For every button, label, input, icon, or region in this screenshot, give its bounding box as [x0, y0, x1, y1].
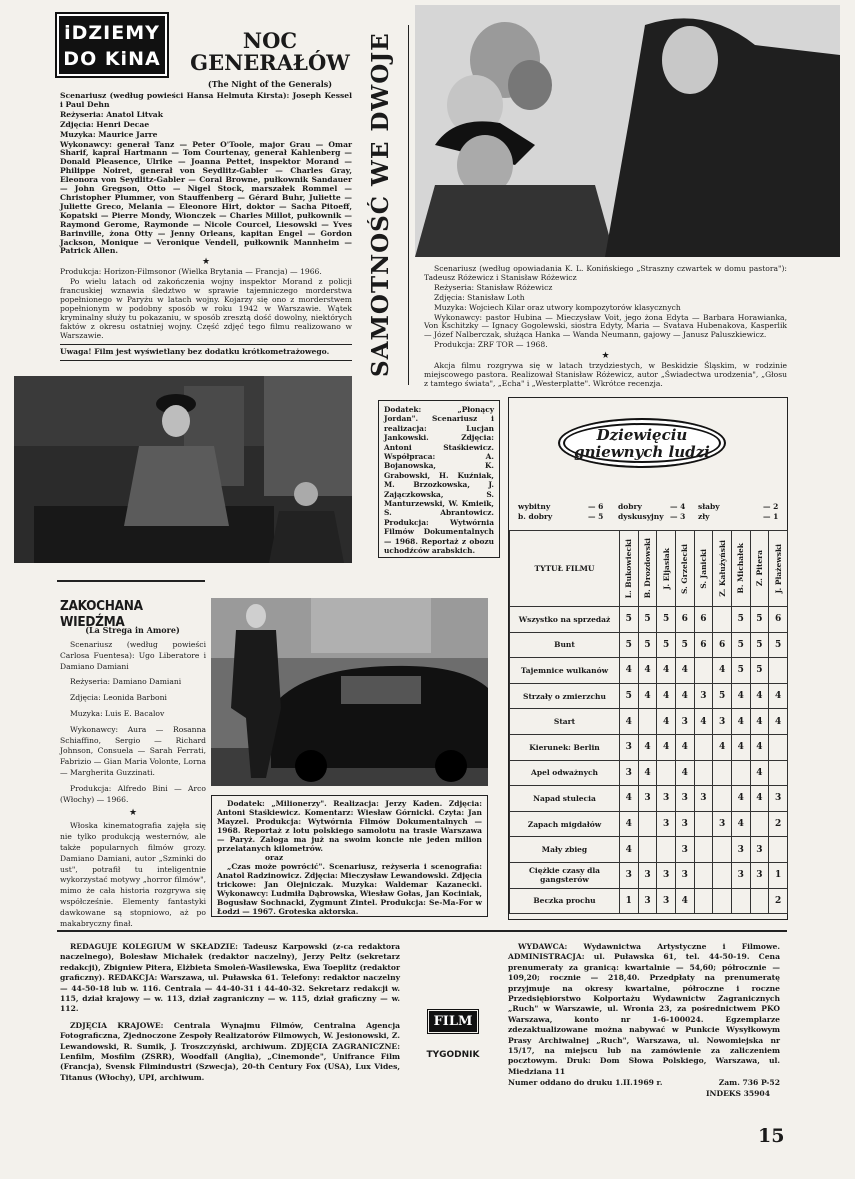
ratings-row [510, 837, 788, 863]
ratings-score [694, 888, 713, 914]
ratings-score [657, 837, 676, 863]
ratings-score: 4 [657, 709, 676, 735]
ratings-row [510, 862, 788, 888]
noc-credits-block [60, 92, 352, 342]
legend-value: — 2 [763, 502, 779, 511]
ratings-score [750, 811, 769, 837]
ratings-score: 3 [713, 709, 732, 735]
ratings-score: 4 [750, 786, 769, 812]
ratings-score: 4 [657, 734, 676, 760]
ratings-score: 5 [750, 658, 769, 684]
samotnosc-zdjecia: Zdjęcia: Stanisław Loth [434, 292, 525, 302]
ratings-score: 5 [769, 632, 788, 658]
ratings-score: 5 [750, 632, 769, 658]
film-logo [418, 1010, 488, 1060]
ratings-score: 4 [750, 683, 769, 709]
ratings-score [638, 709, 657, 735]
ratings-critic-header [769, 531, 788, 607]
ratings-score: 5 [657, 632, 676, 658]
ratings-score: 4 [769, 683, 788, 709]
ratings-critic-header [750, 531, 769, 607]
ratings-score [769, 760, 788, 786]
ratings-critic-header [619, 531, 638, 607]
footer-oddano: Numer oddano do druku 1.II.1969 r. [508, 1078, 663, 1088]
ratings-score: 3 [619, 760, 638, 786]
ratings-score: 6 [769, 607, 788, 633]
ratings-score: 4 [731, 734, 750, 760]
noc-title-line1: NOC [242, 28, 298, 53]
ratings-score: 3 [675, 786, 694, 812]
ratings-score [713, 607, 732, 633]
ratings-critic-header [731, 531, 750, 607]
ratings-score: 3 [750, 862, 769, 888]
legend-value: — 1 [763, 512, 779, 521]
ratings-score: 6 [713, 632, 732, 658]
ratings-critic-name: S. Grzelecki [680, 543, 690, 594]
dodatek-milionerzy-czas: „Czas może powrócić". Scenariusz, reżyseria i scenografia: Anatol Radzinowicz. Zdjęcia: Mieczysław Lewandowski. Zdjęcia trickowe: Jan Olejniczak. Muzyka: Waldemar Kazanecki. Wykonawcy: Ludmiła Dąbrowska, Wiesław Gołas, Jan Kociniak, Bogusław Sochnacki, Zygmunt Zintel. Produkcja: Se-Ma-For w Łodzi — 1967. Groteska aktorska. [217, 862, 482, 916]
footer-zdjecia: ZDJĘCIA KRAJOWE: Centrala Wynajmu Filmów, Centralna Agencja Fotograficzna, Zjednoczone Zespoły Realizatorów Filmowych, W. Jesionowski, Z. Lewandowski, R. Sumik, J. Troszczyński, archiwum. ZDJĘCIA ZAGRANICZNE: Lenfilm, Mosfilm (ZSRR), Woodfall (Anglia), „Cinemonde", Unifrance Film (Francja), Svensk Filmindustri (Szwecja), 20-th Century Fox (USA), Lux Vides, Titanus (Włochy), UPI, archiwum. [60, 1020, 400, 1082]
ratings-score: 5 [713, 683, 732, 709]
samotnosc-credits: Scenariusz (według opowiadania K. L. Konińskiego „Straszny czwartek w domu pastora"): Tadeusz Różewicz i Stanisław Różewicz [424, 264, 787, 282]
ratings-critic-header [657, 531, 676, 607]
zakochana-star: ★ [128, 808, 138, 819]
ratings-film-title: Start [510, 709, 620, 735]
noc-body: Po wielu latach od zakończenia wojny inspektor Morand z policji francuskiej wznawia śledztwo w sprawie tajemniczego morderstwa popełnionego w Paryżu w latach wojny. Kojarzy się ono z morderstwem popełnionym w podobny sposób w roku 1942 w Warszawie. Wątek kryminalny służy tu pokazaniu, w sposób zresztą dość dowolny, niektórych faktów z okresu ostatniej wojny. Część zdjęć tego filmu realizowano w Warszawie. [60, 277, 352, 340]
ratings-score: 5 [675, 632, 694, 658]
ratings-critic-name: J. Płażewski [773, 543, 783, 594]
legend-label: dobry [618, 502, 642, 511]
ratings-critic-header [675, 531, 694, 607]
noc-credits: Scenariusz (według powieści Hansa Helmuta Kirsta): Joseph Kessel i Paul Dehn [60, 91, 352, 109]
ratings-score: 5 [638, 632, 657, 658]
column-logo [57, 14, 167, 76]
ratings-score: 6 [694, 607, 713, 633]
samotnosc-produkcja: Produkcja: ZRF TOR — 1968. [434, 340, 548, 350]
ratings-film-title: Mały zbieg [510, 837, 620, 863]
ratings-row [510, 734, 788, 760]
photo-zakochana [211, 598, 488, 786]
ratings-film-title: Kierunek: Berlin [510, 734, 620, 760]
ratings-score: 4 [657, 683, 676, 709]
ratings-score [731, 888, 750, 914]
ratings-score [657, 760, 676, 786]
legend-label: dyskusyjny [618, 512, 664, 521]
ratings-score: 3 [638, 786, 657, 812]
zakochana-block [60, 640, 206, 930]
samotnosc-body: Akcja filmu rozgrywa się w latach trzydziestych, w Beskidzie Śląskim, w rodzinie miejscowego pastora. Realizował Stanisław Różewicz, autor „Świadectwa urodzenia", „Głosu z tamtego świata", „Echa" i „Westerplatte". Wkrótce recenzja. [424, 361, 787, 388]
zakochana-cast: Wykonawcy: Aura — Rosanna Schiaffino, Sergio — Richard Johnson, Consuela — Sarah Ferrati, Fabrizio — Gian Maria Volonte, Lorna — Margherita Guzzinati. [60, 724, 206, 777]
zakochana-rezyseria: Reżyseria: Damiano Damiani [70, 677, 182, 687]
ratings-score [638, 837, 657, 863]
ratings-score: 3 [638, 888, 657, 914]
ratings-film-title: Napad stulecia [510, 786, 620, 812]
ratings-score: 4 [638, 734, 657, 760]
samotnosc-muzyka: Muzyka: Wojciech Kilar oraz utwory kompozytorów klasycznych [434, 302, 681, 312]
ratings-score [769, 658, 788, 684]
ratings-score: 4 [619, 786, 638, 812]
ratings-score: 5 [619, 607, 638, 633]
ratings-score: 4 [750, 709, 769, 735]
dodatek-milionerzy-text: Dodatek: „Milionerzy". Realizacja: Jerzy Kaden. Zdjęcia: Antoni Staśkiewicz. Komentarz: Wiesław Górnicki. Czyta: Jan Mayzel. Produkcja: Wytwórnia Filmów Dokumentalnych — 1968. Reportaż z lotu polskiego samolotu na trasie Warszawa — Paryż. Załoga ma już na swoim koncie nie jeden milion przelatanych kilometrów. [217, 799, 482, 853]
photo-samotnosc [415, 5, 840, 257]
ratings-score [694, 734, 713, 760]
ratings-score: 4 [769, 709, 788, 735]
ratings-row [510, 888, 788, 914]
ratings-row [510, 786, 788, 812]
ratings-critic-header [638, 531, 657, 607]
ratings-score: 4 [638, 658, 657, 684]
ratings-score: 4 [619, 811, 638, 837]
ratings-score: 4 [750, 734, 769, 760]
ratings-row [510, 683, 788, 709]
noc-title [180, 30, 360, 74]
ratings-score: 1 [619, 888, 638, 914]
legend-label: wybitny [518, 502, 551, 511]
noc-produkcja: Produkcja: Horizon-Filmsonor (Wielka Brytania — Francja) — 1966. [60, 267, 322, 277]
photo-samotnosc-image [415, 5, 840, 257]
ratings-score: 4 [713, 734, 732, 760]
noc-notice-text: Uwaga! Film jest wyświetlany bez dodatku krótkometrażowego. [60, 347, 330, 356]
ratings-score: 4 [638, 760, 657, 786]
zakochana-subtitle: (La Strega in Amore) [85, 625, 180, 635]
footer-right [508, 942, 780, 1099]
ratings-score: 4 [675, 888, 694, 914]
ratings-critic-name: B. Michałek [736, 543, 746, 594]
ratings-score: 4 [675, 760, 694, 786]
zakochana-muzyka: Muzyka: Luis E. Bacalov [70, 708, 165, 718]
ratings-critic-name: B. Drozdowski [642, 538, 652, 599]
zakochana-title: ZAKOCHANA WIEDŹMA [60, 598, 143, 630]
ratings-row [510, 811, 788, 837]
ratings-score: 3 [731, 837, 750, 863]
ratings-score: 6 [675, 607, 694, 633]
photo-generals-image [14, 376, 352, 563]
ratings-row [510, 632, 788, 658]
legend-label: zły [698, 512, 710, 521]
ratings-score: 4 [731, 811, 750, 837]
ratings-score: 1 [769, 862, 788, 888]
film-logo-caption: TYGODNIK [426, 1050, 480, 1060]
ratings-score: 4 [638, 683, 657, 709]
dodatek-milionerzy-oraz: oraz [265, 853, 284, 862]
footer-divider [57, 930, 787, 932]
ratings-score: 5 [750, 607, 769, 633]
ratings-score: 3 [619, 734, 638, 760]
samotnosc-credits-block [424, 265, 787, 390]
ratings-score [694, 658, 713, 684]
ratings-score [713, 786, 732, 812]
ratings-row [510, 760, 788, 786]
photo-zakochana-image [211, 598, 488, 786]
footer-zam: Zam. 736 P-52 [718, 1078, 780, 1088]
ratings-score: 4 [619, 709, 638, 735]
ratings-critic-name: J. Eljasiak [661, 547, 671, 590]
ratings-table [509, 530, 788, 914]
ratings-score [769, 734, 788, 760]
ratings-critic-name: Z. Kałużyński [717, 540, 727, 597]
ratings-score [694, 862, 713, 888]
ratings-score: 3 [694, 683, 713, 709]
ratings-score [694, 837, 713, 863]
ratings-score: 3 [675, 862, 694, 888]
ratings-score [750, 888, 769, 914]
photo-generals [14, 376, 352, 563]
zakochana-credits: Scenariusz (według powieści Carlosa Fuentesa): Ugo Liberatore i Damiano Damiani [60, 640, 206, 671]
ratings-score [731, 760, 750, 786]
samotnosc-title-text: SAMOTNOŚĆ WE DWOJE [367, 32, 394, 378]
ratings-score: 3 [657, 786, 676, 812]
ratings-critic-name: S. Janicki [698, 548, 708, 589]
ratings-critic-header [713, 531, 732, 607]
ratings-score: 5 [731, 658, 750, 684]
ratings-score: 3 [731, 862, 750, 888]
ratings-score: 3 [750, 837, 769, 863]
noc-rezyseria: Reżyseria: Anatol Litvak [60, 109, 163, 119]
ratings-score: 3 [675, 811, 694, 837]
ratings-score: 4 [731, 683, 750, 709]
samotnosc-star: ★ [601, 351, 610, 362]
ratings-film-title: Apel odważnych [510, 760, 620, 786]
ratings-row [510, 607, 788, 633]
film-logo-mark: FILM [429, 1011, 478, 1032]
ratings-score: 3 [769, 786, 788, 812]
ratings-score [769, 837, 788, 863]
ratings-film-title: Zapach migdałów [510, 811, 620, 837]
ratings-score: 4 [675, 658, 694, 684]
ratings-score: 2 [769, 811, 788, 837]
ratings-critic-name: L. Bukowiecki [624, 538, 634, 599]
ratings-score: 4 [675, 734, 694, 760]
ratings-score [713, 760, 732, 786]
legend-value: — 5 [588, 512, 604, 521]
ratings-critic-header [694, 531, 713, 607]
samotnosc-cast: Wykonawcy: pastor Hubina — Mieczysław Voit, jego żona Edyta — Barbara Horawianka, Von Kschitzky — Ignacy Gogolewski, siostra Edyty, Maria — Svatava Hubenakova, Kasperlik — Józef Nalberczak, służąca Hanka — Wanda Neumann, gajowy — Janusz Paluszkiewicz. [424, 312, 787, 340]
ratings-header-row [510, 531, 788, 607]
ratings-row [510, 709, 788, 735]
ratings-film-title: Strzały o zmierzchu [510, 683, 620, 709]
ratings-film-header: TYTUŁ FILMU [510, 531, 620, 607]
ratings-title-line2: gniewnych ludzi [574, 443, 710, 461]
samotnosc-vertical-title [367, 25, 409, 385]
ratings-legend [518, 502, 778, 524]
legend-label: słaby [698, 502, 720, 511]
ratings-film-title: Tajemnice wulkanów [510, 658, 620, 684]
ratings-score: 2 [769, 888, 788, 914]
noc-title-line2: GENERAŁÓW [190, 50, 350, 75]
ratings-title-badge [558, 418, 726, 468]
ratings-title-line1: Dziewięciu [596, 426, 688, 444]
column-logo-line2: DO KiNA [63, 48, 161, 70]
footer-right-text: WYDAWCA: Wydawnictwa Artystyczne i Filmowe. ADMINISTRACJA: ul. Puławska 61, tel. 44-50-19. Cena prenumeraty za granicą: kwartalnie — 54,60; półrocznie — 109,20; rocznie — 218,40. Przedpłaty na prenumeratę przyjmuje na okresy kwartalne, półroczne i roczne Przedsiębiorstwo Kolportażu Wydawnictw Zagranicznych „Ruch" w Warszawie, ul. Wronia 23, za pośrednictwem PKO Warszawa, konto nr 1-6-100024. Egzemplarze zdezaktualizowane można nabywać w Punkcie Wysyłkowym Prasy Archiwalnej „Ruch", Warszawa, ul. Nowomiejska nr 15/17, na miejscu lub na zamówienie za zaliczeniem pocztowym. Druk: Dom Słowa Polskiego, Warszawa, ul. Miedziana 11 [508, 942, 780, 1076]
ratings-score [713, 888, 732, 914]
noc-zdjecia: Zdjęcia: Henri Decae [60, 119, 150, 129]
ratings-film-title: Beczka prochu [510, 888, 620, 914]
footer-indeks: INDEKS 35904 [705, 1088, 770, 1098]
ratings-score [694, 760, 713, 786]
column-logo-line1: iDZIEMY [64, 22, 160, 44]
divider-zakochana [57, 580, 205, 582]
legend-value: — 6 [588, 502, 604, 511]
ratings-film-title: Ciężkie czasy dla gangsterów [510, 862, 620, 888]
ratings-score: 4 [731, 786, 750, 812]
noc-star: ★ [201, 257, 211, 268]
ratings-score: 3 [657, 811, 676, 837]
legend-value: — 3 [670, 512, 686, 521]
ratings-score: 3 [675, 837, 694, 863]
ratings-film-title: Bunt [510, 632, 620, 658]
dodatek-jordan-text: Dodatek: „Płonący Jordan". Scenariusz i realizacja: Lucjan Jankowski. Zdjęcia: Antoni Staśkiewicz. Współpraca: A. Bojanowska, K. Grabowski, H. Kuźniak, M. Brzozkowska, J. Zajączkowska, S. Manturzewski, W. Kmieik, S. Abrantowicz. Produkcja: Wytwórnia Filmów Dokumentalnych — 1968. Reportaż z obozu uchodźców arabskich. [384, 405, 494, 556]
ratings-score [694, 811, 713, 837]
ratings-score [638, 811, 657, 837]
ratings-score: 3 [694, 786, 713, 812]
footer-left [60, 942, 400, 1084]
zakochana-body: Włoska kinematografia zajęła się nie tylko produkcją westernów, ale także popularnych filmów grozy. Damiano Damiani, autor „Szminki do ust", potrafił tu inteligentnie wykorzystać motywy „horror filmów", mimo że cała historia rozgrywa się współcześnie. Elementy fantastyki dawkowane są stopniowo, aż po makabryczny finał. [60, 821, 206, 928]
ratings-row [510, 658, 788, 684]
ratings-score: 4 [675, 683, 694, 709]
ratings-score: 5 [657, 607, 676, 633]
noc-subtitle: (The Night of the Generals) [207, 79, 333, 89]
footer-redakcja: REDAGUJE KOLEGIUM W SKŁADZIE: Tadeusz Karpowski (z-ca redaktora naczelnego), Bolesław Michałek (redaktor naczelny), Jerzy Peltz (sekretarz redakcji), Zbigniew Pitera, Elżbieta Smoleń-Wasilewska, Ewa Toeplitz (redaktor graficzny). REDAKCJA: Warszawa, ul. Puławska 61. Telefony: redaktor naczelny — 44-50-18 lub w. 116. Centrala — 44-40-31 i 44-40-32. Sekretarz redakcji w. 115, dział krajowy — w. 113, dział zagraniczny — w. 115, dział graficzny — w. 112. [60, 942, 400, 1014]
ratings-score [713, 837, 732, 863]
ratings-score: 3 [657, 862, 676, 888]
ratings-score: 5 [619, 683, 638, 709]
page-number: 15 [758, 1125, 785, 1147]
dodatek-jordan-box [378, 400, 500, 558]
ratings-score: 4 [713, 658, 732, 684]
noc-notice [60, 344, 352, 361]
dodatek-milionerzy-box [211, 795, 488, 917]
ratings-score: 5 [731, 632, 750, 658]
ratings-score: 3 [713, 811, 732, 837]
noc-cast: Wykonawcy: generał Tanz — Peter O'Toole, major Grau — Omar Sharif, kapral Hartmann — Tom Courtenay, generał Kahlenberg — Donald Pleasence, Ulrike — Joanna Pettet, inspektor Morand — Philippe Noiret, generał von Seydlitz-Gabler — Charles Gray, Eleonora von Seydlitz-Gabler — Coral Browne, pułkownik Sandauer — John Gregson, Otto — Nigel Stock, marszałek Rommel — Christopher Plummer, von Stauffenberg — Gérard Buhr, Juliette — Juliette Greco, Melania — Eleonore Hirt, doktor — Sacha Pitoeff, Kopatski — Pierre Mondy, Wionczek — Charles Millot, pułkownik — Raymond Gerome, Raymonde — Nicole Courcel, Liesowski — Yves Barinville, żona Otty — Jenny Orleans, kapitan Engel — Gordon Jackson, Monique — Veronique Vendell, pułkownik Mannheim — Patrick Allen. [60, 139, 352, 256]
ratings-score: 5 [731, 607, 750, 633]
ratings-score: 3 [657, 888, 676, 914]
ratings-score: 5 [638, 607, 657, 633]
ratings-score: 4 [694, 709, 713, 735]
legend-value: — 4 [670, 502, 686, 511]
ratings-score: 6 [694, 632, 713, 658]
legend-label: b. dobry [518, 512, 553, 521]
ratings-score: 5 [619, 632, 638, 658]
noc-muzyka: Muzyka: Maurice Jarre [60, 129, 158, 139]
ratings-score: 3 [619, 862, 638, 888]
samotnosc-rezyseria: Reżyseria: Stanisław Różewicz [434, 282, 553, 292]
footer-right-print-line [508, 1078, 780, 1088]
ratings-score: 4 [731, 709, 750, 735]
zakochana-produkcja: Produkcja: Alfredo Bini — Arco (Włochy) — 1966. [60, 783, 206, 804]
ratings-score: 4 [619, 658, 638, 684]
ratings-score: 3 [675, 709, 694, 735]
ratings-score [713, 862, 732, 888]
ratings-score: 4 [750, 760, 769, 786]
ratings-score: 4 [657, 658, 676, 684]
ratings-critic-name: Z. Pitera [754, 550, 764, 587]
ratings-film-title: Wszystko na sprzedaż [510, 607, 620, 633]
ratings-score: 4 [619, 837, 638, 863]
zakochana-zdjecia: Zdjęcia: Leonida Barboni [70, 693, 167, 703]
ratings-score: 3 [638, 862, 657, 888]
